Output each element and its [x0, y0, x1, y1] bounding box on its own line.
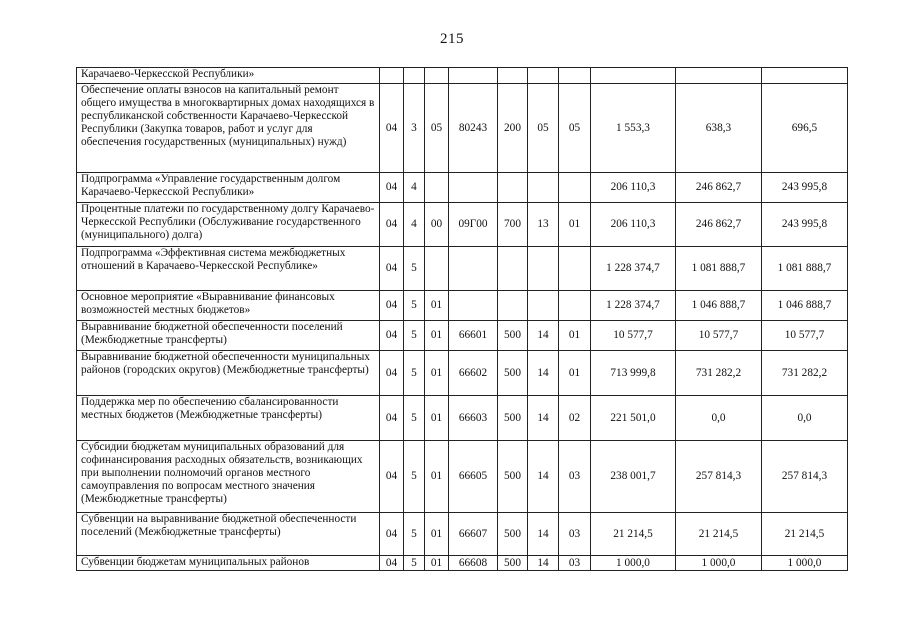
row-name: Подпрограмма «Управление государственным долгом Карачаево-Черкесской Республики»: [77, 173, 380, 203]
ministry-code: 04: [380, 396, 404, 441]
amount-year-1: 1 228 374,7: [591, 291, 676, 321]
row-name: Выравнивание бюджетной обеспеченности поселений (Межбюджетные трансферты): [77, 321, 380, 351]
amount-year-1: 713 999,8: [591, 351, 676, 396]
subprogram-code: [425, 247, 449, 291]
amount-year-2: 1 081 888,7: [676, 247, 762, 291]
expense-type-code: 700: [498, 203, 528, 247]
target-article-code: 80243: [449, 84, 498, 173]
ministry-code: 04: [380, 84, 404, 173]
row-name: Обеспечение оплаты взносов на капитальный ремонт общего имущества в многоквартирных домах находящихся в республиканской собственности Карачаево-Черкесской Республики (Закупка товаров, работ и услуг для обеспечения государственных (муниципальных) нужд): [77, 84, 380, 173]
amount-year-1: [591, 68, 676, 84]
subsection-code: [559, 247, 591, 291]
row-name: Субсидии бюджетам муниципальных образований для софинансирования расходных обязательств, возникающих при выполнении полномочий органов местного самоуправления по вопросам местного значения (Межбюджетные трансферты): [77, 441, 380, 513]
section-code: 14: [528, 321, 559, 351]
program-code: 3: [404, 84, 425, 173]
expense-type-code: 500: [498, 321, 528, 351]
amount-year-3: 696,5: [762, 84, 848, 173]
subsection-code: 03: [559, 513, 591, 556]
amount-year-2: 731 282,2: [676, 351, 762, 396]
subprogram-code: 01: [425, 441, 449, 513]
target-article-code: 09Г00: [449, 203, 498, 247]
program-code: 5: [404, 247, 425, 291]
row-name: Поддержка мер по обеспечению сбалансированности местных бюджетов (Межбюджетные трансферты): [77, 396, 380, 441]
amount-year-1: 221 501,0: [591, 396, 676, 441]
program-code: 5: [404, 291, 425, 321]
table-row: [77, 84, 848, 173]
subsection-code: [559, 173, 591, 203]
table-row: [77, 556, 848, 571]
ministry-code: 04: [380, 321, 404, 351]
section-code: 14: [528, 441, 559, 513]
target-article-code: 66608: [449, 556, 498, 571]
ministry-code: 04: [380, 351, 404, 396]
table-row: [77, 321, 848, 351]
amount-year-2: [676, 68, 762, 84]
subsection-code: 05: [559, 84, 591, 173]
table-row: [77, 173, 848, 203]
section-code: 05: [528, 84, 559, 173]
program-code: 5: [404, 321, 425, 351]
expense-type-code: 500: [498, 556, 528, 571]
ministry-code: 04: [380, 291, 404, 321]
amount-year-2: 246 862,7: [676, 203, 762, 247]
row-name: Карачаево-Черкесской Республики»: [77, 68, 380, 84]
ministry-code: 04: [380, 203, 404, 247]
subprogram-code: 01: [425, 321, 449, 351]
amount-year-1: 206 110,3: [591, 203, 676, 247]
section-code: [528, 291, 559, 321]
subprogram-code: [425, 68, 449, 84]
program-code: 5: [404, 351, 425, 396]
target-article-code: [449, 68, 498, 84]
ministry-code: 04: [380, 173, 404, 203]
expense-type-code: 500: [498, 441, 528, 513]
program-code: 5: [404, 513, 425, 556]
ministry-code: 04: [380, 441, 404, 513]
target-article-code: [449, 247, 498, 291]
table-row: [77, 203, 848, 247]
amount-year-3: 10 577,7: [762, 321, 848, 351]
table-row: [77, 351, 848, 396]
amount-year-1: 10 577,7: [591, 321, 676, 351]
amount-year-3: 1 046 888,7: [762, 291, 848, 321]
expense-type-code: 200: [498, 84, 528, 173]
amount-year-1: 1 228 374,7: [591, 247, 676, 291]
subprogram-code: 01: [425, 556, 449, 571]
budget-table: [76, 67, 848, 571]
amount-year-1: 238 001,7: [591, 441, 676, 513]
amount-year-1: 1 553,3: [591, 84, 676, 173]
ministry-code: 04: [380, 556, 404, 571]
section-code: 14: [528, 396, 559, 441]
target-article-code: 66603: [449, 396, 498, 441]
target-article-code: 66602: [449, 351, 498, 396]
subprogram-code: [425, 173, 449, 203]
amount-year-2: 10 577,7: [676, 321, 762, 351]
page-number: 215: [440, 31, 464, 47]
subprogram-code: 01: [425, 291, 449, 321]
amount-year-2: 246 862,7: [676, 173, 762, 203]
subprogram-code: 05: [425, 84, 449, 173]
ministry-code: 04: [380, 513, 404, 556]
program-code: 5: [404, 441, 425, 513]
section-code: [528, 68, 559, 84]
row-name: Выравнивание бюджетной обеспеченности муниципальных районов (городских округов) (Межбюджетные трансферты): [77, 351, 380, 396]
program-code: 4: [404, 173, 425, 203]
target-article-code: 66601: [449, 321, 498, 351]
subprogram-code: 01: [425, 396, 449, 441]
amount-year-3: 21 214,5: [762, 513, 848, 556]
expense-type-code: 500: [498, 396, 528, 441]
subsection-code: 02: [559, 396, 591, 441]
amount-year-2: 0,0: [676, 396, 762, 441]
row-name: Процентные платежи по государственному долгу Карачаево-Черкесской Республики (Обслуживание государственного (муниципального) долга): [77, 203, 380, 247]
section-code: 14: [528, 556, 559, 571]
ministry-code: 04: [380, 247, 404, 291]
ministry-code: [380, 68, 404, 84]
amount-year-3: 257 814,3: [762, 441, 848, 513]
expense-type-code: [498, 68, 528, 84]
expense-type-code: 500: [498, 513, 528, 556]
program-code: 4: [404, 203, 425, 247]
subsection-code: 03: [559, 441, 591, 513]
row-name: Основное мероприятие «Выравнивание финансовых возможностей местных бюджетов»: [77, 291, 380, 321]
subsection-code: 01: [559, 351, 591, 396]
table-row: [77, 68, 848, 84]
amount-year-3: 0,0: [762, 396, 848, 441]
subsection-code: [559, 68, 591, 84]
amount-year-2: 21 214,5: [676, 513, 762, 556]
amount-year-3: 243 995,8: [762, 203, 848, 247]
expense-type-code: [498, 173, 528, 203]
program-code: 5: [404, 556, 425, 571]
amount-year-1: 206 110,3: [591, 173, 676, 203]
amount-year-1: 1 000,0: [591, 556, 676, 571]
amount-year-2: 638,3: [676, 84, 762, 173]
section-code: [528, 173, 559, 203]
section-code: 13: [528, 203, 559, 247]
section-code: [528, 247, 559, 291]
amount-year-1: 21 214,5: [591, 513, 676, 556]
table-body: [77, 68, 848, 571]
expense-type-code: 500: [498, 351, 528, 396]
program-code: [404, 68, 425, 84]
table-row: [77, 247, 848, 291]
amount-year-3: [762, 68, 848, 84]
table-row: [77, 291, 848, 321]
amount-year-3: 1 081 888,7: [762, 247, 848, 291]
expense-type-code: [498, 291, 528, 321]
target-article-code: 66607: [449, 513, 498, 556]
target-article-code: [449, 173, 498, 203]
subsection-code: 01: [559, 321, 591, 351]
expense-type-code: [498, 247, 528, 291]
subsection-code: [559, 291, 591, 321]
table-row: [77, 441, 848, 513]
subprogram-code: 01: [425, 513, 449, 556]
row-name: Подпрограмма «Эффективная система межбюджетных отношений в Карачаево-Черкесской Республике»: [77, 247, 380, 291]
target-article-code: 66605: [449, 441, 498, 513]
table-row: [77, 396, 848, 441]
amount-year-3: 1 000,0: [762, 556, 848, 571]
program-code: 5: [404, 396, 425, 441]
amount-year-3: 243 995,8: [762, 173, 848, 203]
section-code: 14: [528, 351, 559, 396]
table-row: [77, 513, 848, 556]
section-code: 14: [528, 513, 559, 556]
row-name: Субвенции на выравнивание бюджетной обеспеченности поселений (Межбюджетные трансферты): [77, 513, 380, 556]
amount-year-2: 1 046 888,7: [676, 291, 762, 321]
amount-year-3: 731 282,2: [762, 351, 848, 396]
row-name: Субвенции бюджетам муниципальных районов: [77, 556, 380, 571]
subsection-code: 03: [559, 556, 591, 571]
subprogram-code: 00: [425, 203, 449, 247]
target-article-code: [449, 291, 498, 321]
amount-year-2: 257 814,3: [676, 441, 762, 513]
amount-year-2: 1 000,0: [676, 556, 762, 571]
subprogram-code: 01: [425, 351, 449, 396]
subsection-code: 01: [559, 203, 591, 247]
